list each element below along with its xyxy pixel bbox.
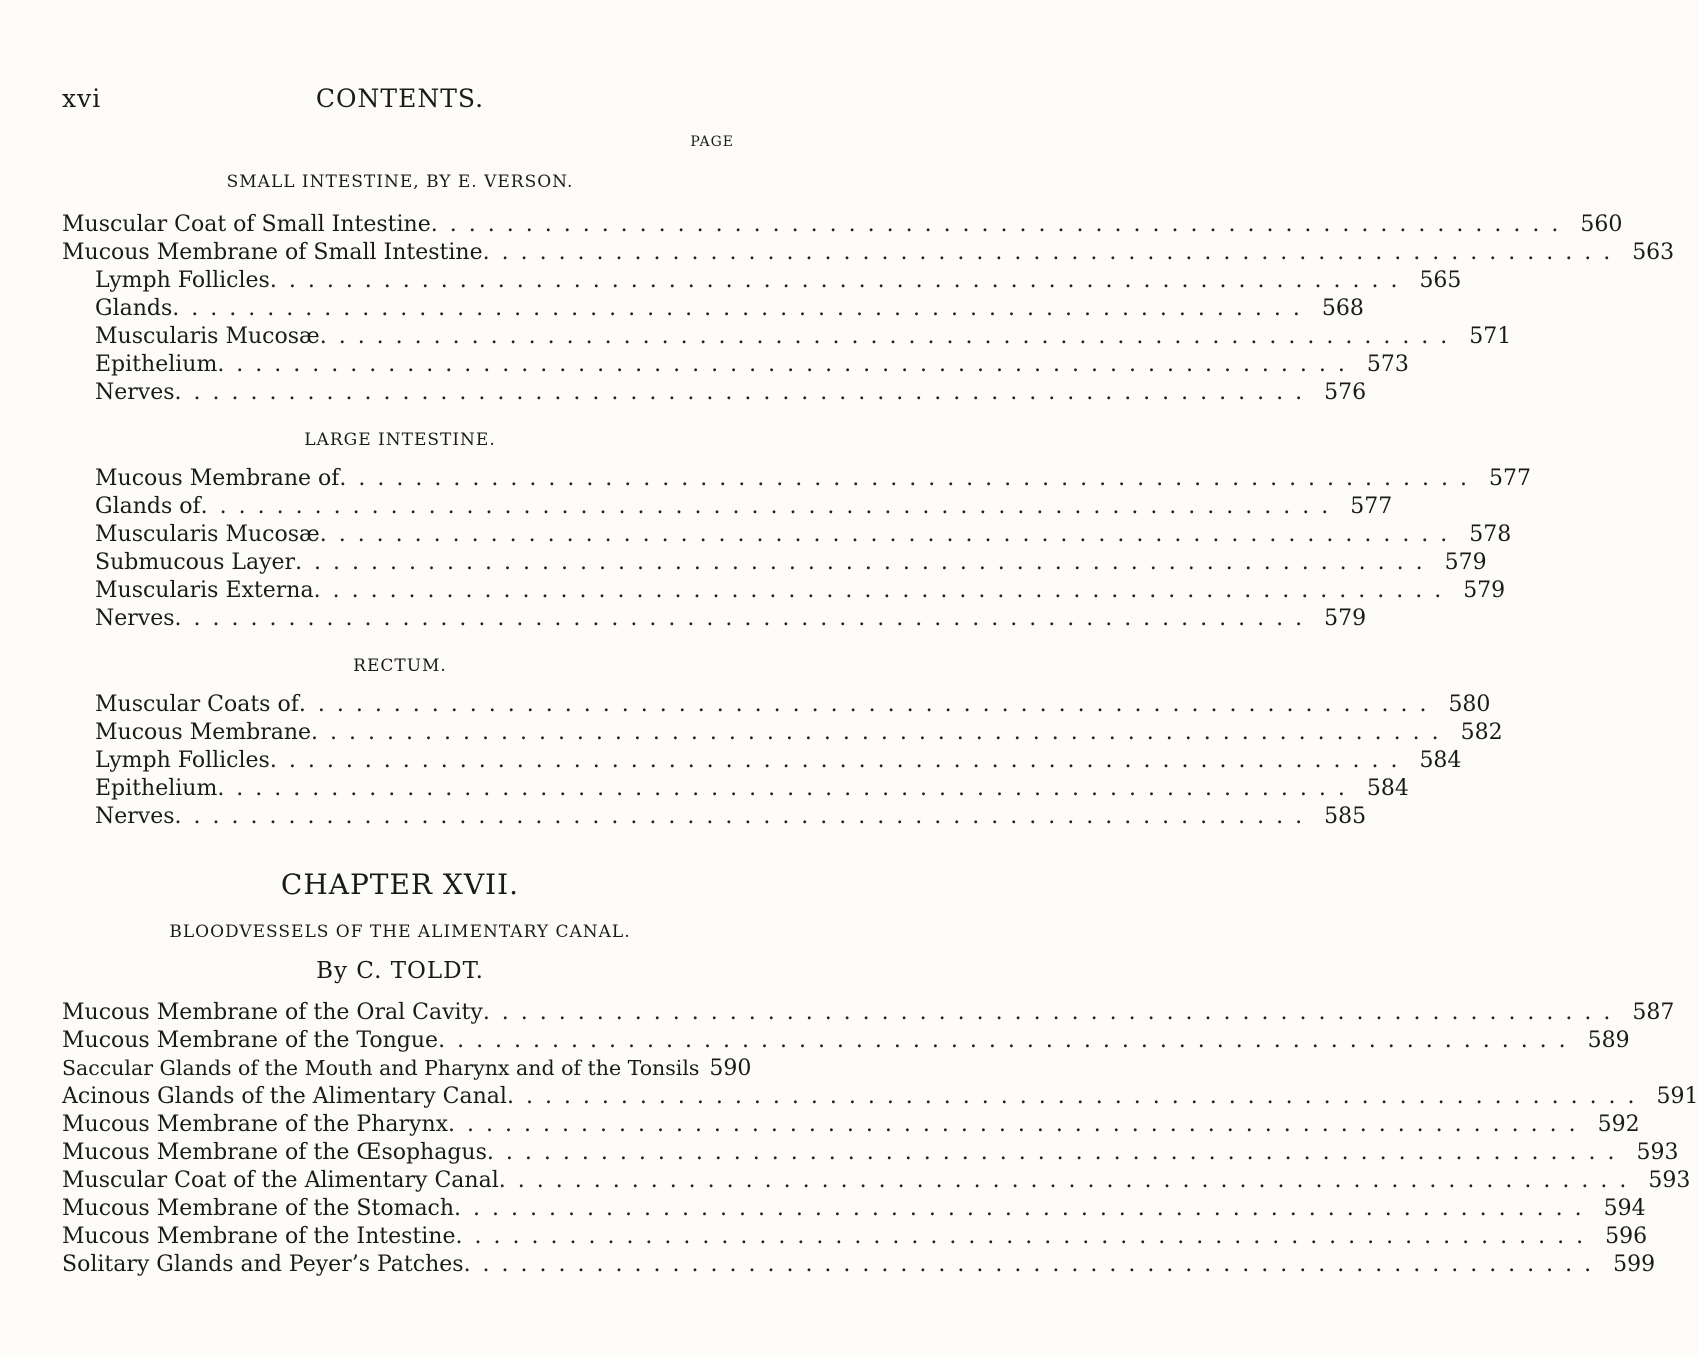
- chapter-subtitle: BLOODVESSELS OF THE ALIMENTARY CANAL.: [169, 922, 631, 942]
- toc-entry-title: Glands: [95, 296, 173, 321]
- toc-entry-title: Mucous Membrane of the Œsophagus: [62, 1140, 487, 1165]
- toc-entry: [62, 1252, 1656, 1277]
- toc-entry-page: 593: [1648, 1168, 1691, 1193]
- toc-entry: [95, 352, 1409, 377]
- page-column-label: PAGE: [690, 134, 734, 150]
- toc-entry: [62, 1056, 752, 1081]
- section-heading-large-intestine: LARGE INTESTINE.: [304, 430, 496, 450]
- toc-entry: [62, 1028, 1630, 1053]
- toc-entry-title: Mucous Membrane of the Tongue: [62, 1028, 439, 1053]
- toc-entry: [95, 606, 1367, 631]
- leader-dots: ............................................................: [448, 1112, 1588, 1137]
- toc-entry: [62, 1168, 1691, 1193]
- toc-entry-title: Mucous Membrane: [95, 720, 312, 745]
- page-title: CONTENTS.: [315, 84, 485, 113]
- toc-entry: [95, 804, 1367, 829]
- toc-entry: [95, 466, 1531, 491]
- toc-entry-page: 590: [709, 1056, 752, 1081]
- toc-entry-page: 579: [1444, 550, 1487, 575]
- toc-entry-page: 576: [1324, 380, 1367, 405]
- leader-dots: ............................................................: [430, 212, 1571, 237]
- toc-entry-title: Mucous Membrane of the Stomach: [62, 1196, 455, 1221]
- toc-entry-title: Mucous Membrane of: [95, 466, 340, 491]
- toc-entry: [62, 1000, 1675, 1025]
- leader-dots: ............................................................: [319, 324, 1460, 349]
- toc-entry-page: 571: [1469, 324, 1512, 349]
- leader-dots: ............................................................: [174, 606, 1315, 631]
- toc-entry-title: Mucous Membrane of the Oral Cavity: [62, 1000, 483, 1025]
- toc-entry-page: 573: [1366, 352, 1409, 377]
- toc-entry-page: 560: [1580, 212, 1623, 237]
- toc-entry-page: 592: [1597, 1112, 1640, 1137]
- leader-dots: ............................................................: [498, 1168, 1639, 1193]
- toc-entry-page: 596: [1605, 1224, 1648, 1249]
- leader-dots: ............................................................: [269, 748, 1410, 773]
- leader-dots: ............................................................: [174, 380, 1315, 405]
- leader-dots: ............................................................: [200, 494, 1341, 519]
- toc-entry: [95, 296, 1364, 321]
- toc-entry-page: 568: [1321, 296, 1364, 321]
- page-number: xvi: [62, 84, 102, 113]
- toc-entry-title: Muscularis Mucosæ: [95, 522, 320, 547]
- toc-entry-page: 577: [1350, 494, 1393, 519]
- leader-dots: ............................................................: [482, 240, 1623, 265]
- chapter-title: CHAPTER XVII.: [280, 868, 520, 901]
- leader-dots: ............................................................: [311, 720, 1451, 745]
- leader-dots: ............................................................: [486, 1140, 1627, 1165]
- toc-entry-page: 584: [1419, 748, 1462, 773]
- toc-entry: [95, 522, 1512, 547]
- toc-entry: [95, 692, 1491, 717]
- leader-dots: ............................................................: [313, 578, 1454, 603]
- toc-entry-page: 599: [1613, 1252, 1656, 1277]
- leader-dots: ............................................................: [298, 692, 1439, 717]
- toc-entry-page: 577: [1489, 466, 1531, 491]
- toc-entry-title: Nerves: [95, 380, 175, 405]
- toc-entry: [62, 1084, 1699, 1109]
- leader-dots: ............................................................: [463, 1252, 1604, 1277]
- toc-entry-page: 589: [1587, 1028, 1630, 1053]
- toc-entry: [62, 212, 1623, 237]
- toc-entry-page: 579: [1324, 606, 1367, 631]
- toc-entry-title: Mucous Membrane of Small Intestine: [62, 240, 483, 265]
- toc-entry-page: 594: [1603, 1196, 1646, 1221]
- leader-dots: ............................................................: [438, 1028, 1578, 1053]
- leader-dots: ............................................................: [339, 466, 1479, 491]
- toc-entry: [95, 748, 1462, 773]
- leader-dots: ............................................................: [172, 296, 1312, 321]
- toc-entry: [95, 776, 1409, 801]
- toc-entry-title: Muscular Coats of: [95, 692, 299, 717]
- toc-entry: [62, 1140, 1679, 1165]
- toc-entry: [95, 324, 1512, 349]
- toc-entry-title: Epithelium: [95, 352, 218, 377]
- toc-entry-title: Muscularis Externa: [95, 578, 314, 603]
- toc-entry-title: Glands of: [95, 494, 201, 519]
- leader-dots: ............................................................: [454, 1196, 1594, 1221]
- toc-entry-title: Saccular Glands of the Mouth and Pharynx and of the Tonsils: [62, 1056, 700, 1080]
- leader-dots: ............................................................: [217, 352, 1357, 377]
- toc-entry-title: Nerves: [95, 606, 175, 631]
- toc-entry: [95, 268, 1462, 293]
- toc-entry-page: 593: [1636, 1140, 1679, 1165]
- leader-dots: ............................................................: [319, 522, 1460, 547]
- toc-entry: [62, 1196, 1646, 1221]
- toc-entry-page: 579: [1463, 578, 1506, 603]
- toc-entry-page: 584: [1366, 776, 1409, 801]
- toc-entry-page: 580: [1448, 692, 1491, 717]
- toc-entry-title: Muscular Coat of Small Intestine: [62, 212, 431, 237]
- toc-entry-title: Lymph Follicles: [95, 268, 270, 293]
- toc-entry-title: Acinous Glands of the Alimentary Canal: [62, 1084, 507, 1109]
- section-heading-small-intestine: SMALL INTESTINE, BY E. VERSON.: [226, 172, 574, 192]
- toc-entry-title: Muscular Coat of the Alimentary Canal: [62, 1168, 499, 1193]
- leader-dots: ............................................................: [174, 804, 1315, 829]
- toc-entry-title: Mucous Membrane of the Pharynx: [62, 1112, 449, 1137]
- section-heading-rectum: RECTUM.: [353, 656, 447, 676]
- toc-entry-page: 587: [1632, 1000, 1675, 1025]
- toc-entry-page: 582: [1460, 720, 1503, 745]
- leader-dots: ............................................................: [217, 776, 1357, 801]
- toc-entry-page: 585: [1324, 804, 1367, 829]
- leader-dots: ............................................................: [455, 1224, 1596, 1249]
- toc-entry-title: Solitary Glands and Peyer’s Patches: [62, 1252, 464, 1277]
- leader-dots: ............................................................: [482, 1000, 1623, 1025]
- toc-entry: [95, 550, 1487, 575]
- toc-entry: [62, 1224, 1648, 1249]
- toc-entry-title: Submucous Layer: [95, 550, 296, 575]
- chapter-byline: By C. TOLDT.: [316, 958, 484, 984]
- toc-entry-title: Nerves: [95, 804, 175, 829]
- toc-entry-page: 578: [1469, 522, 1512, 547]
- leader-dots: ............................................................: [506, 1084, 1647, 1109]
- toc-entry-page: 591: [1656, 1084, 1699, 1109]
- toc-entry-title: Mucous Membrane of the Intestine: [62, 1224, 456, 1249]
- toc-entry-title: Muscularis Mucosæ: [95, 324, 320, 349]
- toc-entry-page: 565: [1419, 268, 1462, 293]
- toc-entry: [62, 1112, 1640, 1137]
- toc-entry-page: 563: [1632, 240, 1675, 265]
- leader-dots: ............................................................: [269, 268, 1410, 293]
- toc-entry: [95, 578, 1506, 603]
- toc-entry: [95, 494, 1393, 519]
- leader-dots: ............................................................: [295, 550, 1435, 575]
- toc-entry: [62, 240, 1675, 265]
- toc-entry: [95, 720, 1503, 745]
- toc-entry: [95, 380, 1367, 405]
- toc-entry-title: Lymph Follicles: [95, 748, 270, 773]
- toc-entry-title: Epithelium: [95, 776, 218, 801]
